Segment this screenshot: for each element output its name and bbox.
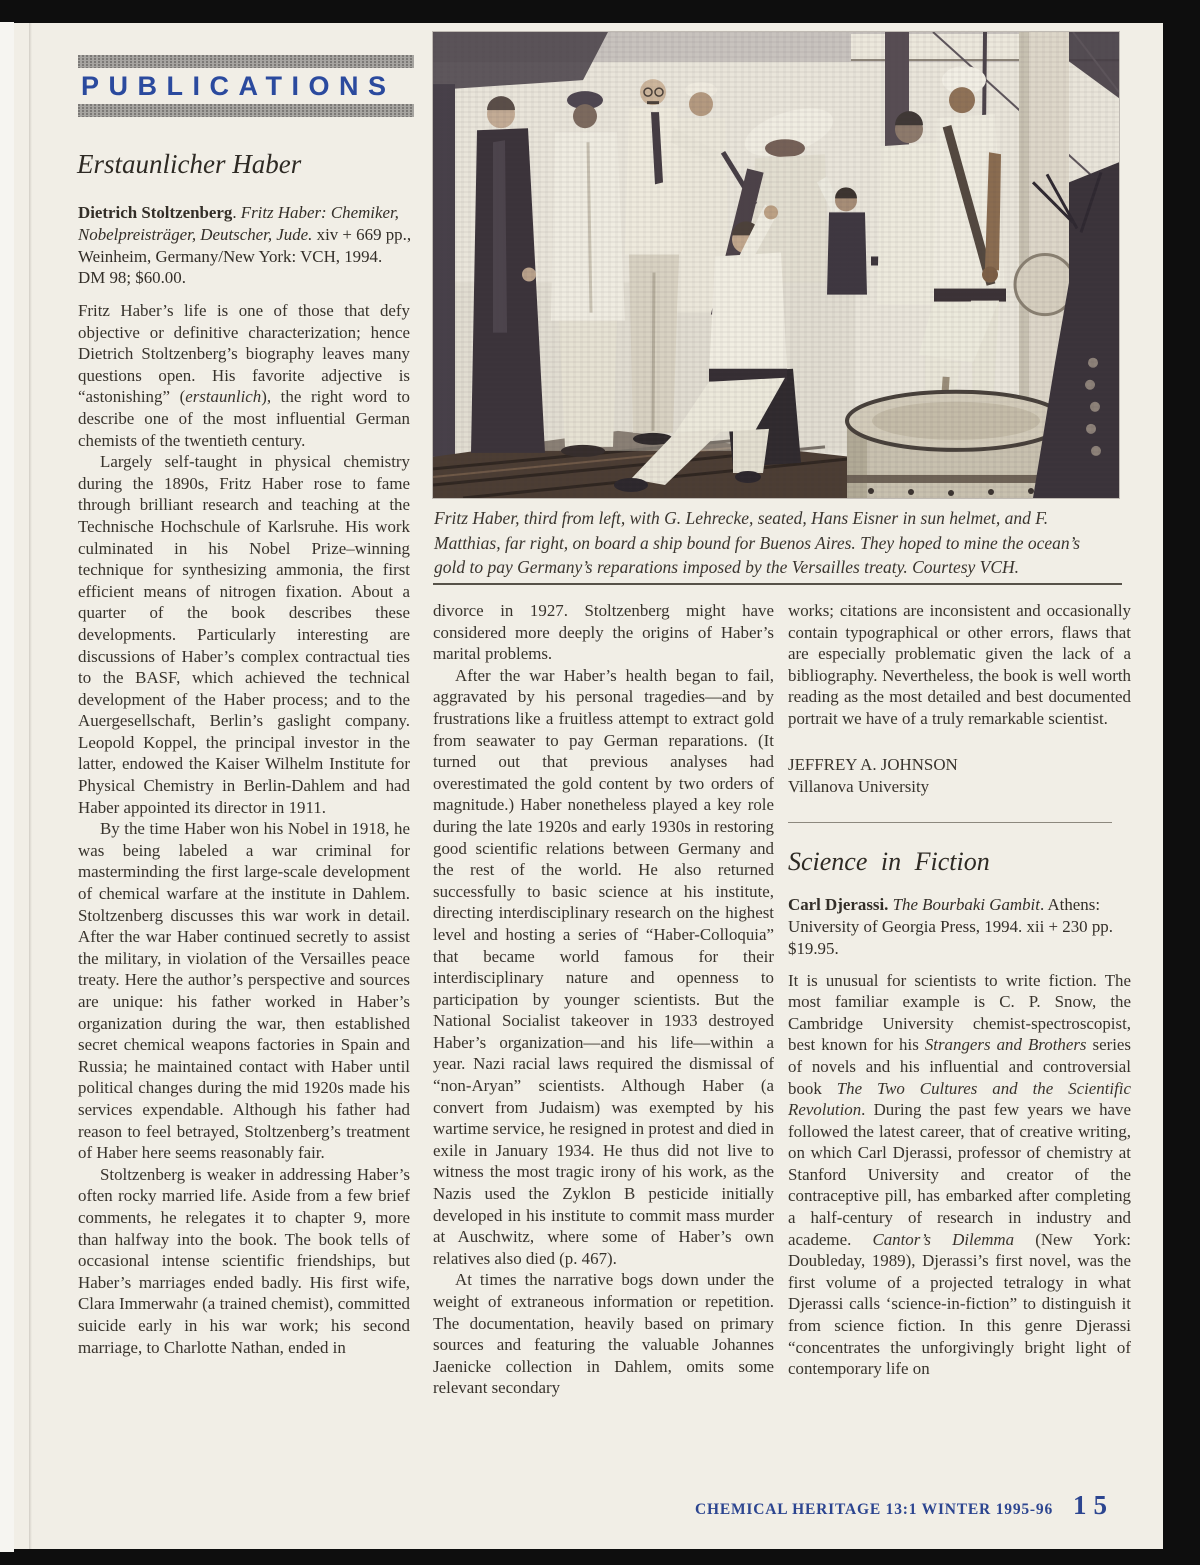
photo-caption: Fritz Haber, third from left, with G. Lehrecke, seated, Hans Eisner in sun helmet, and F. Matthias, far right, on board a ship bound for Buenos Aires. They hoped to mine the ocean’s gold to pay Germany’s reparations imposed by the Versailles treaty. Courtesy VCH. bbox=[434, 508, 1081, 578]
magazine-page bbox=[14, 23, 1163, 1549]
publications-banner bbox=[78, 55, 414, 117]
review1-citation: Dietrich Stoltzenberg. Fritz Haber: Chemiker, Nobelpreisträger, Deutscher, Jude. xiv + 669 pp., Weinheim, Germany/New York: VCH, 1994. DM 98; $60.00. bbox=[78, 203, 412, 288]
paragraph: works; citations are inconsistent and occasionally contain typographical or other errors, flaws that are especially problematic given the lack of a bibliography. Nevertheless, the book is well worth reading as the most detailed and best documented portrait we have of a truly remarkable scientist. bbox=[788, 601, 1131, 728]
paragraph: After the war Haber’s health began to fail, aggravated by his personal tragedies—and by frustrations like a fruitless attempt to extract gold from seawater to pay German reparations. (It turned out that previous analyses had overestimated the gold content by two orders of magnitude.) Haber nonetheless played a key role during the late 1920s and early 1930s in restoring good scientific relations between Germany and the rest of the world. He also returned successfully to basic science at his institute, directing interdisciplinary research on the highest level and hosting a series of “Haber-Colloquia” that became world famous for their interdisciplinary nature and openness to participation by younger scientists. But the National Socialist takeover in 1933 destroyed Haber’s organization—and his life—within a year. Nazi racial laws required the dismissal of “non-Aryan” scientists. Although Haber (a convert from Judaism) was exempted by his wartime service, he resigned in protest and died in exile in January 1934. He thus did not live to witness the most tragic irony of his work, as the Nazis used the Zyklon B pesticide initially developed in his institute to commit mass murder at Auschwitz, where some of Haber’s own relatives also died (p. 467). bbox=[433, 665, 774, 1268]
column-right bbox=[788, 600, 1131, 1380]
paragraph: At times the narrative bogs down under the weight of extraneous information or repetition. The documentation, heavily based on primary sources and featuring the valuable Johannes Jaenicke collection in Dahlem, omits some relevant secondary bbox=[433, 1270, 774, 1398]
page-footer bbox=[695, 1490, 1114, 1521]
paragraph: divorce in 1927. Stoltzenberg might have considered more deeply the origins of Haber’s marital problems. bbox=[433, 601, 774, 664]
banner-bar-top bbox=[78, 55, 414, 68]
column-middle bbox=[433, 600, 774, 1399]
page-number: 15 bbox=[1073, 1490, 1114, 1520]
photo-illustration bbox=[433, 32, 1119, 498]
reviewer-affiliation: Villanova University bbox=[788, 776, 930, 796]
column-left bbox=[78, 300, 410, 1358]
review2-citation: Carl Djerassi. The Bourbaki Gambit. Athens: University of Georgia Press, 1994. xii + 230 pp. $19.95. bbox=[788, 895, 1113, 958]
paragraph: It is unusual for scientists to write fiction. The most familiar example is C. P. Snow, the Cambridge University chemist-spectroscopist, best known for his Strangers and Brothers series of novels and his influential and controversial book The Two Cultures and the Scientific Revolution. During the past few years we have followed the latest career, that of creative writing, on which Carl Djerassi, professor of chemistry at Stanford University and creator of the contraceptive pill, has embarked after completing a half-century of research in industry and academe. Cantor’s Dilemma (New York: Doubleday, 1989), Djerassi’s first novel, was the first volume of a projected tetralogy in what Djerassi calls ‘science-in-fiction” to distinguish it from science fiction. In this genre Djerassi “concentrates the unforgivingly bright light of contemporary life on bbox=[788, 970, 1132, 1379]
banner-bar-bottom bbox=[78, 104, 414, 117]
haber-ship-photo bbox=[433, 32, 1119, 498]
reviewer-block bbox=[788, 754, 1131, 798]
caption-divider bbox=[433, 583, 1122, 585]
banner-title: PUBLICATIONS bbox=[81, 71, 396, 101]
review2-heading: Science in Fiction bbox=[788, 846, 990, 876]
page-edge bbox=[0, 22, 14, 1552]
paragraph: By the time Haber won his Nobel in 1918, he was being labeled a war criminal for masterminding the first large-scale development of chemical warfare at the institute in Dahlem. Stoltzenberg discusses this war work in detail. After the war Haber continued secretly to assist the military, in violation of the Versailles peace treaty. Here the author’s perspective and sources are unique: his father worked in Haber’s organization during the war, then established secret chemical weapons factories in Spain and Russia; he maintained contact with Haber until political changes during the mid 1920s made his services expendable. Although his father had reason to feel betrayed, Stoltzenberg’s treatment of Haber here seems reasonably fair. bbox=[78, 819, 410, 1163]
reviewer-name: JEFFREY A. JOHNSON bbox=[788, 754, 958, 774]
paragraph: Stoltzenberg is weaker in addressing Haber’s often rocky married life. Aside from a few brief comments, he relegates it to chapter 9, more than halfway into the book. The book tells of occasional intense scientific friendships, but Haber’s marriages ended badly. His first wife, Clara Immerwahr (a trained chemist), committed suicide early in his war work; his second marriage, to Charlotte Nathan, ended in bbox=[78, 1164, 410, 1357]
paragraph: Fritz Haber’s life is one of those that defy objective or definitive characterization; hence Dietrich Stoltzenberg’s biography leaves many questions open. His favorite adjective is “astonishing” (erstaunlich), the right word to describe one of the most influential German chemists of the twentieth century. bbox=[78, 301, 410, 450]
section-divider bbox=[788, 822, 1112, 823]
journal-line: CHEMICAL HERITAGE 13:1 WINTER 1995-96 bbox=[694, 1501, 1053, 1518]
paragraph: Largely self-taught in physical chemistry during the 1890s, Fritz Haber rose to fame through brilliant research and teaching at the Technische Hochschule of Karlsruhe. His work culminated in his Nobel Prize–winning technique for synthesizing ammonia, the first efficient means of nitrogen fixation. About a quarter of the book describes these developments. Particularly interesting are discussions of Haber’s complex contractual ties to the BASF, which achieved the technical development of the Haber process; and to the Auergesellschaft, Berlin’s gaslight company. Leopold Koppel, the principal investor in the latter, endowed the Kaiser Wilhelm Institute for Physical Chemistry in Berlin-Dahlem and had Haber appointed its director in 1911. bbox=[78, 452, 410, 817]
review1-heading: Erstaunlicher Haber bbox=[77, 149, 302, 179]
